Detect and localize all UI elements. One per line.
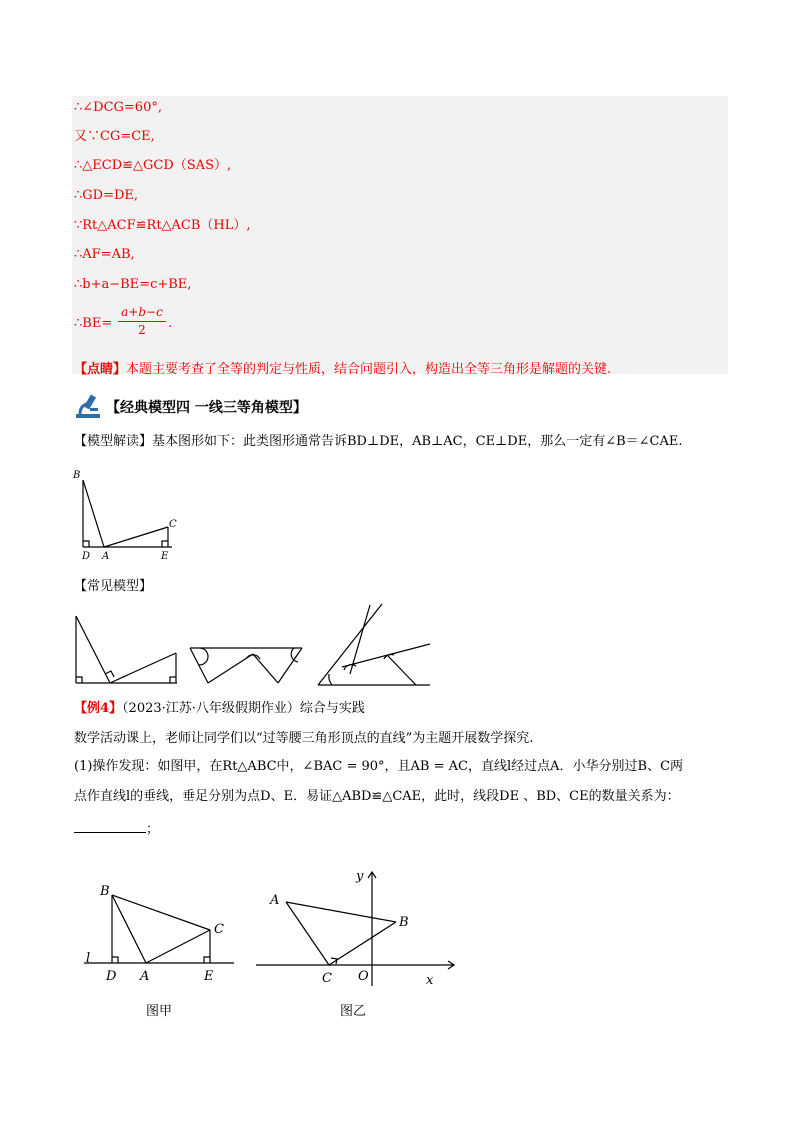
figure-yi — [256, 866, 466, 991]
answer-blank[interactable] — [74, 820, 146, 833]
figure-jia-caption: 图甲 — [146, 1004, 173, 1019]
label-B: B — [73, 470, 81, 481]
label-D: D — [82, 551, 91, 562]
label-C: C — [322, 971, 332, 986]
solution-box — [72, 96, 728, 374]
basic-figure — [70, 466, 190, 566]
common-model-figure-1 — [72, 612, 182, 687]
label-E: E — [161, 551, 169, 562]
fraction-bar — [118, 321, 166, 322]
solution-line: ∴BE= — [74, 316, 113, 331]
label-A: A — [140, 969, 150, 984]
solution-line: 又∵CG=CE, — [74, 129, 155, 144]
example-source: （2023·江苏·八年级假期作业）综合与实践 — [122, 701, 365, 716]
common-model-figure-2 — [186, 612, 306, 687]
label-O: O — [358, 969, 369, 984]
label-C: C — [214, 922, 224, 937]
example-line: 数学活动课上，老师让同学们以“过等腰三角形顶点的直线”为主题开展数学探究. — [74, 731, 534, 746]
example-line: (1)操作发现：如图甲，在Rt△ABC中，∠BAC = 90°，且AB = AC，直线l经过点A．小华分别过B、C两 — [74, 759, 684, 774]
fraction-numerator: a+b−c — [121, 305, 163, 319]
fraction-denominator: 2 — [138, 323, 146, 337]
label-D: D — [106, 969, 117, 984]
axis-y-label: y — [356, 869, 364, 884]
label-B: B — [399, 915, 409, 930]
solution-line: ∴GD=DE, — [74, 188, 139, 203]
example-answer-line — [74, 820, 159, 838]
solution-line-end: . — [168, 316, 173, 331]
solution-line: ∴b+a−BE=c+BE, — [74, 277, 192, 292]
common-models-title: 【常见模型】 — [74, 579, 153, 594]
comment — [74, 358, 611, 377]
example-heading — [74, 701, 365, 717]
solution-line: ∴AF=AB, — [74, 247, 135, 262]
answer-suffix: ； — [146, 822, 160, 837]
microscope-icon — [74, 393, 104, 419]
figure-yi-caption: 图乙 — [340, 1004, 367, 1019]
solution-line: ∴△ECD≌△GCD（SAS）, — [74, 158, 232, 173]
example-tag: 【例4】 — [74, 701, 123, 716]
label-A: A — [270, 893, 280, 908]
section-title: 【经典模型四 一线三等角模型】 — [106, 400, 307, 416]
common-model-figure-3 — [314, 600, 434, 690]
fraction — [118, 305, 166, 338]
label-l: l — [86, 951, 91, 966]
label-C: C — [169, 519, 177, 530]
example-line: 点作直线l的垂线，垂足分别为点D、E．易证△ABD≌△CAE，此时，线段DE 、BD、CE的数量关系为： — [74, 789, 680, 804]
model-intro: 【模型解读】基本图形如下：此类图形通常告诉BD⊥DE，AB⊥AC，CE⊥DE，那么一定有∠B＝∠CAE. — [74, 434, 683, 449]
comment-tag: 【点睛】 — [74, 362, 127, 377]
comment-text: 本题主要考查了全等的判定与性质，结合问题引入，构造出全等三角形是解题的关键. — [126, 362, 612, 377]
label-B: B — [100, 884, 110, 899]
axis-x-label: x — [426, 973, 434, 988]
label-A: A — [102, 551, 110, 562]
figure-jia — [84, 880, 244, 990]
label-E: E — [204, 969, 214, 984]
solution-line: ∵Rt△ACF≌Rt△ACB（HL）, — [74, 218, 251, 233]
solution-line: ∴∠DCG=60°, — [74, 100, 162, 115]
